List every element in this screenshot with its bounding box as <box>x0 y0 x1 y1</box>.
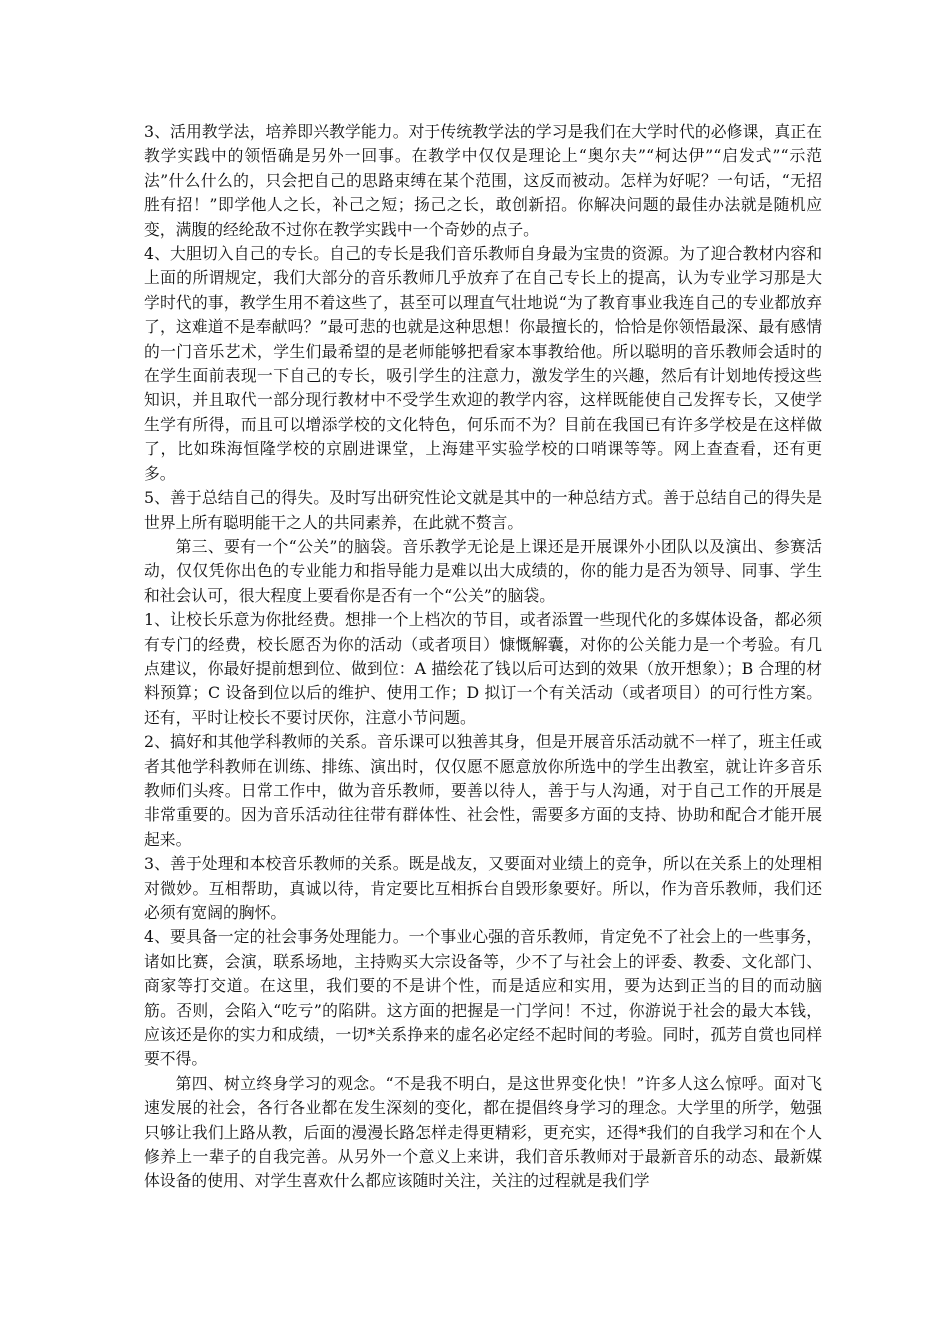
paragraph-social-affairs: 4、要具备一定的社会事务处理能力。一个事业心强的音乐教师，肯定免不了社会上的一些事务，诸如比赛，会演，联系场地，主持购买大宗设备等，少不了与社会上的评委、教委、文化部门、商家等打交道。在这里，我们要的不是讲个性，而是适应和实用，要为达到正当的目的而动脑筋。否则，会陷入“吃亏”的陷阱。这方面的把握是一门学问！不过，你游说于社会的最大本钱，应该还是你的实力和成绩，一切*关系挣来的虚名必定经不起时间的考验。同时，孤芳自赏也同样要不得。 <box>144 927 822 1069</box>
paragraph-principal-funding: 1、让校长乐意为你批经费。想排一个上档次的节目，或者添置一些现代化的多媒体设备，都必须有专门的经费，校长愿否为你的活动（或者项目）慷慨解囊，对你的公关能力是一个考验。有几点建议，你最好提前想到位、做到位：A 描绘花了钱以后可达到的效果（放开想象）；B 合理的材料预算；C 设备到位以后的维护、使用工作；D 拟订一个有关活动（或者项目）的可行性方案。还有，平时让校长不要讨厌你，注意小节问题。 <box>144 610 822 727</box>
paragraph-music-colleagues: 3、善于处理和本校音乐教师的关系。既是战友，又要面对业绩上的竞争，所以在关系上的处理相对微妙。互相帮助，真诚以待，肯定要比互相拆台自毁形象要好。所以，作为音乐教师，我们还必须有宽阔的胸怀。 <box>144 854 822 922</box>
paragraph-summarize: 5、善于总结自己的得失。及时写出研究性论文就是其中的一种总结方式。善于总结自己的得失是世界上所有聪明能干之人的共同素养，在此就不赘言。 <box>144 488 822 532</box>
paragraph-teaching-method: 3、活用教学法，培养即兴教学能力。对于传统教学法的学习是我们在大学时代的必修课，真正在教学实践中的领悟确是另外一回事。在教学中仅仅是理论上“奥尔夫”“柯达伊”“启发式”“示范法”什么什么的，只会把自己的思路束缚在某个范围，这反而被动。怎样为好呢？一句话，“无招胜有招！”即学他人之长，补己之短；扬己之长，敢创新招。你解决问题的最佳办法就是随机应变，满腹的经纶敌不过你在教学实践中一个奇妙的点子。 <box>144 122 822 239</box>
paragraph-other-teachers: 2、搞好和其他学科教师的关系。音乐课可以独善其身，但是开展音乐活动就不一样了，班主任或者其他学科教师在训练、排练、演出时，仅仅愿不愿意放你所选中的学生出教室，就让许多音乐教师们头疼。日常工作中，做为音乐教师，要善以待人，善于与人沟通，对于自己工作的开展是非常重要的。因为音乐活动往往带有群体性、社会性，需要多方面的支持、协助和配合才能开展起来。 <box>144 732 822 849</box>
document-page <box>144 120 822 1194</box>
paragraph-section-three: 第三、要有一个“公关”的脑袋。音乐教学无论是上课还是开展课外小团队以及演出、参赛活动，仅仅凭你出色的专业能力和指导能力是难以出大成绩的，你的能力是否为领导、同事、学生和社会认可，很大程度上要看你是否有一个“公关”的脑袋。 <box>144 536 822 605</box>
paragraph-specialty: 4、大胆切入自己的专长。自己的专长是我们音乐教师自身最为宝贵的资源。为了迎合教材内容和上面的所谓规定，我们大部分的音乐教师几乎放弃了在自己专长上的提高，认为专业学习那是大学时代的事，教学生用不着这些了，甚至可以理直气壮地说“为了教育事业我连自己的专业都放弃了，这难道不是奉献吗？”最可悲的也就是这种思想！你最擅长的，恰恰是你领悟最深、最有感情的一门音乐艺术，学生们最希望的是老师能够把看家本事教给他。所以聪明的音乐教师会适时的在学生面前表现一下自己的专长，吸引学生的注意力，激发学生的兴趣，然后有计划地传授这些知识，并且取代一部分现行教材中不受学生欢迎的教学内容，这样既能使自己发挥专长，又使学生学有所得，而且可以增添学校的文化特色，何乐而不为？目前在我国已有许多学校是在这样做了，比如珠海恒隆学校的京剧进课堂，上海建平实验学校的口哨课等等。网上查查看，还有更多。 <box>144 244 822 483</box>
paragraph-section-four: 第四、树立终身学习的观念。“不是我不明白，是这世界变化快！”许多人这么惊呼。面对飞速发展的社会，各行各业都在发生深刻的变化，都在提倡终身学习的理念。大学里的所学，勉强只够让我们上路从教，后面的漫漫长路怎样走得更精彩，更充实，还得*我们的自我学习和在个人修养上一辈子的自我完善。从另外一个意义上来讲，我们音乐教师对于最新音乐的动态、最新媒体设备的使用、对学生喜欢什么都应该随时关注，关注的过程就是我们学 <box>144 1073 822 1191</box>
